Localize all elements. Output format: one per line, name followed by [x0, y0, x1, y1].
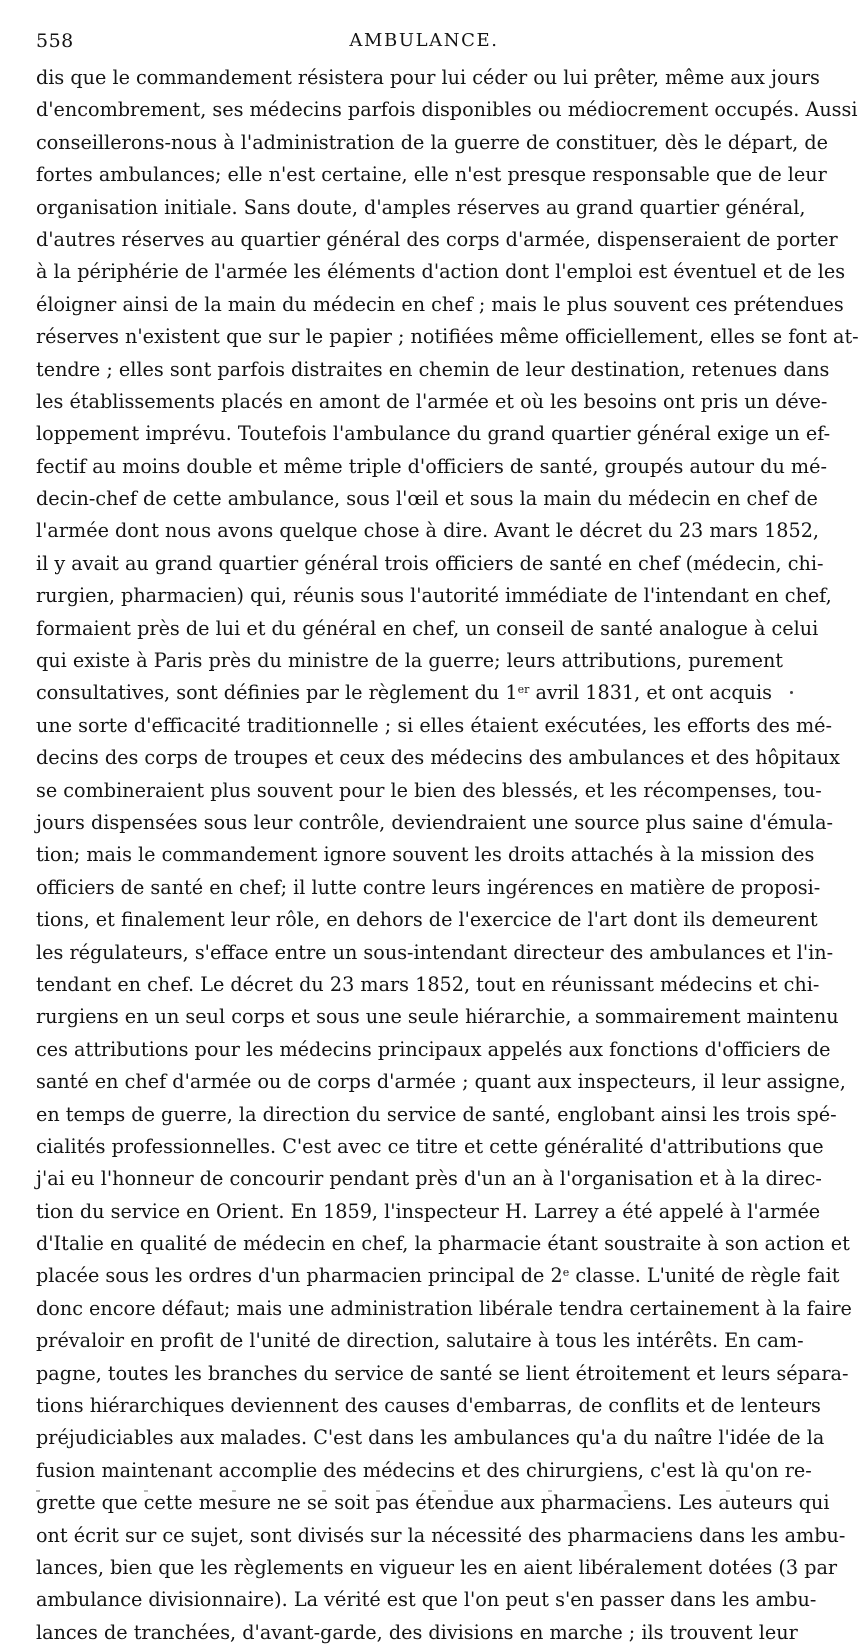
text-line: en temps de guerre, la direction du service de santé, englobant ainsi les trois spé- [36, 1102, 837, 1126]
speck [232, 1490, 236, 1492]
text-line: rurgien, pharmacien) qui, réunis sous l'autorité immédiate de l'intendant en chef, [36, 584, 832, 608]
text-line: decins des corps de troupes et ceux des médecins des ambulances et des hôpitaux [36, 746, 840, 770]
text-line: rurgiens en un seul corps et sous une seule hiérarchie, a sommairement maintenu [36, 1005, 839, 1029]
text-line: j'ai eu l'honneur de concourir pendant près d'un an à l'organisation et à la direc- [36, 1167, 822, 1191]
text-line: fortes ambulances; elle n'est certaine, elle n'est presque responsable que de leur [36, 163, 827, 187]
text-line: se combineraient plus souvent pour le bien des blessés, et les récompenses, tou- [36, 778, 822, 802]
text-line: lances, bien que les règlements en vigueur les en aient libéralement dotées (3 par [36, 1555, 838, 1579]
text-line: loppement imprévu. Toutefois l'ambulance du grand quartier général exige un ef- [36, 422, 831, 446]
text-line: tions hiérarchiques deviennent des causes d'embarras, de conflits et de lenteurs [36, 1394, 821, 1418]
text-line: tendant en chef. Le décret du 23 mars 1852, tout en réunissant médecins et chi- [36, 972, 820, 996]
running-title: AMBULANCE. [349, 30, 499, 51]
text-line: à la périphérie de l'armée les éléments d'action dont l'emploi est éventuel et de les [36, 260, 846, 284]
text-line: réserves n'existent que sur le papier ; notifiées même officiellement, elles se font at- [36, 325, 859, 349]
text-line: santé en chef d'armée ou de corps d'armée ; quant aux inspecteurs, il leur assigne, [36, 1070, 846, 1094]
text-line: organisation initiale. Sans doute, d'amples réserves au grand quartier général, [36, 195, 806, 219]
text-line: fusion maintenant accomplie des médecins et des chirurgiens, c'est là qu'on re- [36, 1458, 812, 1482]
text-line: donc encore défaut; mais une administration libérale tendra certainement à la faire [36, 1296, 852, 1320]
text-line: prévaloir en profit de l'unité de direction, salutaire à tous les intérêts. En cam- [36, 1329, 804, 1353]
text-line: ambulance divisionnaire). La vérité est que l'on peut s'en passer dans les ambu- [36, 1588, 817, 1612]
speck [432, 1490, 436, 1492]
text-fragment: classe. L'unité de règle fait [569, 1264, 840, 1288]
text-line: les établissements placés en amont de l'armée et où les besoins ont pris un déve- [36, 389, 828, 413]
text-line: pagne, toutes les branches du service de santé se lient étroitement et leurs sépara- [36, 1361, 849, 1385]
speck [322, 1490, 326, 1492]
speck [144, 1490, 148, 1492]
text-line: decin-chef de cette ambulance, sous l'œil et sous la main du médecin en chef de [36, 487, 818, 511]
speck [448, 1490, 452, 1492]
superscript: e [562, 1266, 570, 1280]
text-fragment: avril 1831, et ont acquis [529, 681, 773, 705]
text-fragment: placée sous les ordres d'un pharmacien principal de 2 [36, 1264, 563, 1288]
superscript: er [517, 683, 530, 697]
text-line: dis que le commandement résistera pour lui céder ou lui prêter, même aux jours [36, 66, 820, 89]
text-line: une sorte d'efficacité traditionnelle ; si elles étaient exécutées, les efforts des mé- [36, 713, 833, 737]
text-fragment: consultatives, sont définies par le règlement du 1 [36, 681, 518, 705]
speck [726, 1490, 730, 1492]
text-line: fectif au moins double et même triple d'officiers de santé, groupés autour du mé- [36, 454, 827, 478]
text-line: cialités professionnelles. C'est avec ce titre et cette généralité d'attributions que [36, 1134, 824, 1158]
speck [464, 1490, 468, 1492]
text-line: tions, et finalement leur rôle, en dehors de l'exercice de l'art dont ils demeurent [36, 908, 818, 932]
text-line-with-superscript [36, 1260, 840, 1292]
text-line: qui existe à Paris près du ministre de la guerre; leurs attributions, purement [36, 649, 784, 673]
text-line: officiers de santé en chef; il lutte contre leurs ingérences en matière de proposi- [36, 875, 821, 899]
text-line: préjudiciables aux malades. C'est dans les ambulances qu'a du naître l'idée de la [36, 1426, 825, 1450]
text-line: ces attributions pour les médecins principaux appelés aux fonctions d'officiers de [36, 1037, 831, 1061]
text-line: l'armée dont nous avons quelque chose à dire. Avant le décret du 23 mars 1852, [36, 519, 820, 543]
text-line-with-superscript [36, 677, 773, 709]
text-line: il y avait au grand quartier général trois officiers de santé en chef (médecin, chi- [36, 551, 824, 575]
text-line: éloigner ainsi de la main du médecin en chef ; mais le plus souvent ces prétendues [36, 292, 844, 316]
text-line: d'encombrement, ses médecins parfois disponibles ou médiocrement occupés. Aussi [36, 98, 858, 122]
page-header [36, 30, 766, 56]
speck [548, 1490, 552, 1492]
text-line: lances de tranchées, d'avant-garde, des divisions en marche ; ils trouvent leur [36, 1620, 798, 1644]
text-line: tion; mais le commandement ignore souvent les droits attachés à la mission des [36, 843, 815, 867]
text-line: d'Italie en qualité de médecin en chef, la pharmacie étant soustraite à son action et [36, 1232, 850, 1256]
text-line: conseillerons-nous à l'administration de la guerre de constituer, dès le départ, de [36, 130, 828, 154]
body-text [36, 62, 859, 1649]
text-line: formaient près de lui et du général en chef, un conseil de santé analogue à celui [36, 616, 819, 640]
text-line: grette que cette mesure ne se soit pas étendue aux pharmaciens. Les auteurs qui [36, 1491, 830, 1515]
page-number: 558 [36, 30, 74, 52]
text-line: d'autres réserves au quartier général des corps d'armée, dispenseraient de porter [36, 227, 838, 251]
speck [376, 1490, 380, 1492]
text-line: tendre ; elles sont parfois distraites en chemin de leur destination, retenues dans [36, 357, 830, 381]
bleed-through-specks [36, 1488, 766, 1496]
text-line: jours dispensées sous leur contrôle, deviendraient une source plus saine d'émula- [36, 810, 834, 834]
speck [36, 1490, 40, 1492]
text-line: tion du service en Orient. En 1859, l'inspecteur H. Larrey a été appelé à l'armée [36, 1199, 821, 1223]
text-line: ont écrit sur ce sujet, sont divisés sur la nécessité des pharmaciens dans les ambu- [36, 1523, 846, 1547]
text-line: les régulateurs, s'efface entre un sous-intendant directeur des ambulances et l'in- [36, 940, 834, 964]
margin-speck [790, 691, 793, 694]
speck [624, 1490, 628, 1492]
